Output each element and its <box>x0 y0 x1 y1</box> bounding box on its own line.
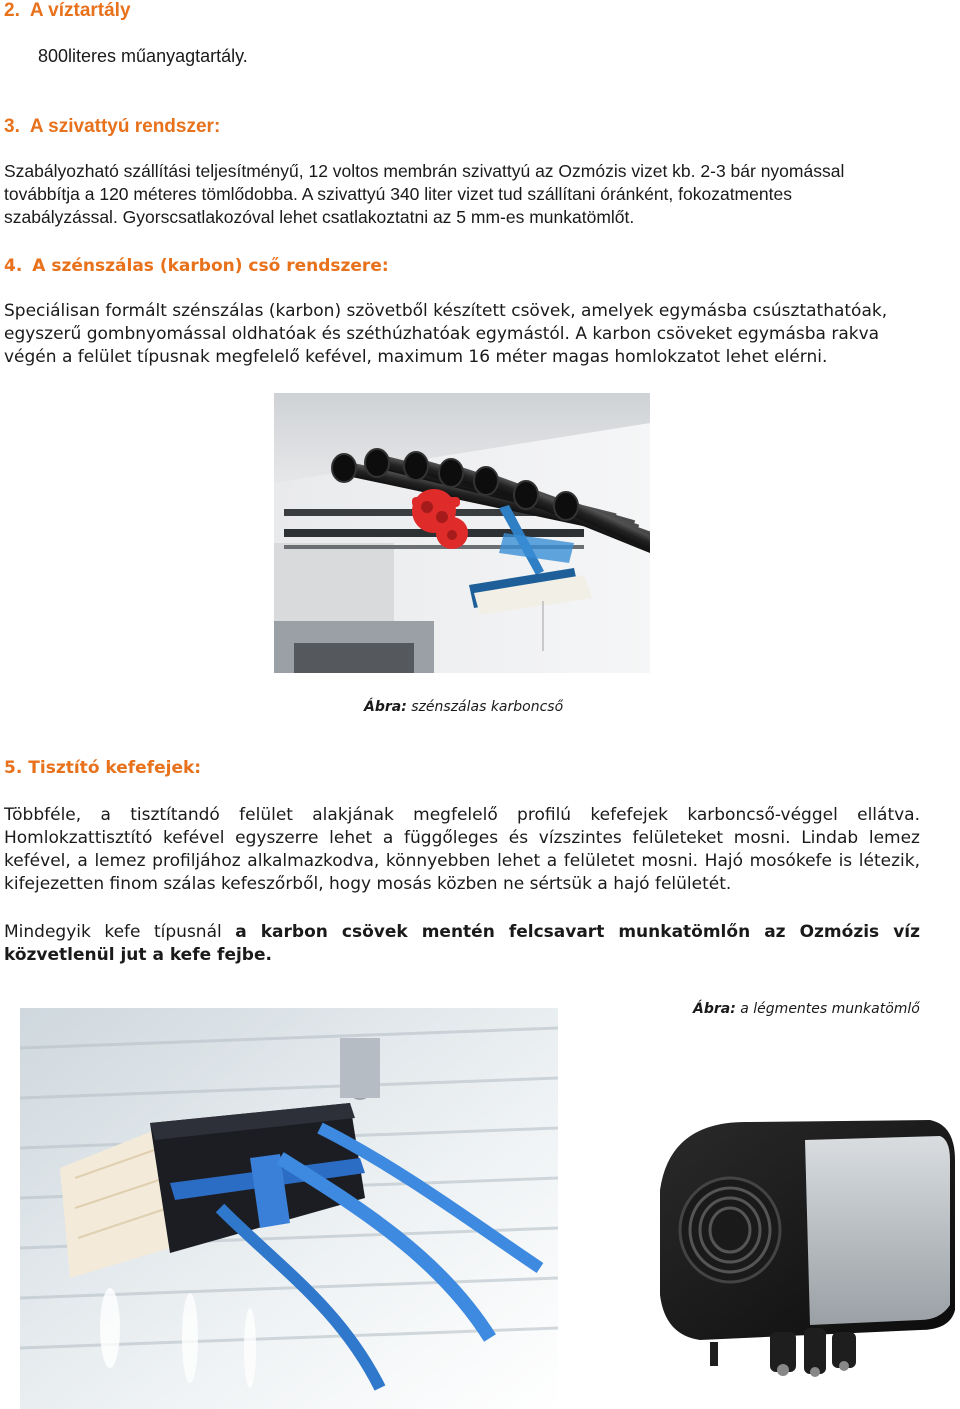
section-5-heading <box>4 758 201 778</box>
section-title: Tisztító kefefejek: <box>28 758 202 778</box>
caption-label: Ábra: <box>364 699 407 715</box>
section-4-heading <box>4 256 389 276</box>
text-line: Többféle, a tisztítandó felület alakjának megfelelő profilú kefefejek karboncső-véggel ellátva. <box>4 805 920 825</box>
section-title: A szénszálas (karbon) cső rendszere: <box>32 256 389 276</box>
text-line: Homlokzattisztító kefével egyszerre lehet a függőleges és vízszintes felületeket mosni. Lindab lemez <box>4 828 920 848</box>
text-line: végén a felület típusnak megfelelő kefével, maximum 16 méter magas homlokzatot lehet elérni. <box>4 347 828 367</box>
section-title: A víztartály <box>29 0 131 21</box>
caption-carbon <box>364 699 563 715</box>
note-line-1 <box>4 921 920 944</box>
caption-text: szénszálas karboncső <box>411 699 564 715</box>
section-3-body <box>4 160 944 229</box>
section-5-note <box>4 921 920 967</box>
section-number: 5. <box>4 758 23 778</box>
note-line-2 <box>4 944 920 967</box>
section-title: A szivattyú rendszer: <box>29 116 221 137</box>
text-line: Speciálisan formált szénszálas (karbon) szövetből készített csövek, amelyek egymásba csúsztathatóak, <box>4 301 888 321</box>
text-line: Szabályozható szállítási teljesítményű, 12 voltos membrán szivattyú az Ozmózis vizet kb. 2-3 bár nyomással <box>4 161 845 181</box>
caption-hose <box>693 1001 920 1017</box>
text-line: kifejezetten finom szálas kefeszőrből, hogy mosás közben ne sértsük a hajó felületét. <box>4 874 732 894</box>
pump-unit-photo <box>640 1080 960 1409</box>
caption-text: a légmentes munkatömlő <box>740 1001 920 1017</box>
section-number: 4. <box>4 256 23 276</box>
text-line: egyszerű gombnyomással oldhatóak és széthúzhatóak egymástól. A karbon csöveket egymásba rakva <box>4 324 880 344</box>
section-2-body: 800literes műanyagtartály. <box>38 46 248 66</box>
section-3-heading <box>4 116 220 138</box>
carbon-pipe-photo <box>274 393 650 673</box>
section-5-body <box>4 804 920 896</box>
section-2-heading <box>4 0 131 22</box>
note-bold-2: közvetlenül jut a kefe fejbe. <box>4 945 272 965</box>
caption-label: Ábra: <box>693 1001 736 1017</box>
text-line: továbbítja a 120 méteres tömlődobba. A szivattyú 340 liter vizet tud szállítani óránként, fokozatmentes <box>4 184 792 204</box>
text-line: kefével, a lemez profiljához alkalmazkodva, könnyebben lehet a felületet mosni. Hajó mosókefe is létezik, <box>4 851 920 871</box>
section-4-body <box>4 300 944 369</box>
text-line: szabályzással. Gyorscsatlakozóval lehet csatlakoztatni az 5 mm-es munkatömlőt. <box>4 207 635 227</box>
note-prefix: Mindegyik kefe típusnál <box>4 922 222 942</box>
note-bold-1: a karbon csövek mentén felcsavart munkatömlőn az Ozmózis víz <box>235 922 920 942</box>
section-number: 3. <box>4 116 20 137</box>
section-number: 2. <box>4 0 20 21</box>
brush-head-photo <box>20 1008 558 1409</box>
